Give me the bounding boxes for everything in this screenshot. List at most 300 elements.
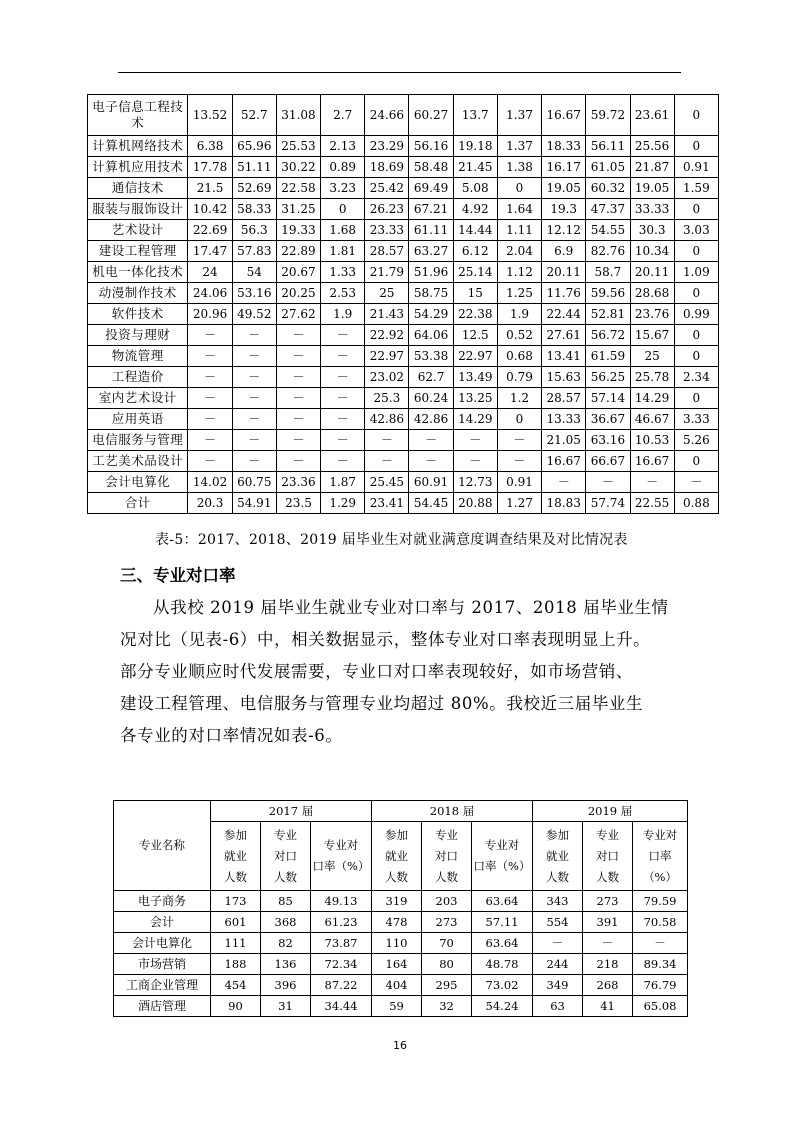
table-row (88, 388, 719, 409)
value-cell: 23.02 (365, 367, 409, 388)
major-name-cell: 会计电算化 (88, 472, 188, 493)
value-cell: 52.81 (586, 304, 630, 325)
value-cell: 0 (674, 241, 718, 262)
value-cell: 24.06 (188, 283, 232, 304)
value-cell: 53.38 (409, 346, 453, 367)
table-row (114, 891, 688, 912)
table-row (114, 975, 688, 996)
value-cell: 31.25 (276, 199, 320, 220)
value-cell: 20.3 (188, 493, 232, 514)
value-cell: 48.78 (472, 954, 533, 975)
value-cell: 21.05 (542, 430, 586, 451)
value-cell: 13.52 (188, 95, 232, 136)
value-cell: 22.89 (276, 241, 320, 262)
major-name-cell: 艺术设计 (88, 220, 188, 241)
value-cell: 23.61 (630, 95, 674, 136)
value-cell: － (276, 430, 320, 451)
value-cell: 61.05 (586, 157, 630, 178)
table-row (114, 912, 688, 933)
value-cell: 60.24 (409, 388, 453, 409)
value-cell: － (276, 451, 320, 472)
value-cell: 20.67 (276, 262, 320, 283)
value-cell: 2.04 (497, 241, 541, 262)
major-name-cell: 服装与服饰设计 (88, 199, 188, 220)
value-cell: 23.41 (365, 493, 409, 514)
value-cell: 0 (674, 136, 718, 157)
value-cell: 80 (422, 954, 472, 975)
value-cell: 22.92 (365, 325, 409, 346)
value-cell: 295 (422, 975, 472, 996)
value-cell: 1.12 (497, 262, 541, 283)
value-cell: 69.49 (409, 178, 453, 199)
major-name-cell: 会计电算化 (114, 933, 211, 954)
value-cell: 60.27 (409, 95, 453, 136)
table-row (88, 220, 719, 241)
value-cell: 6.38 (188, 136, 232, 157)
value-cell: 0 (674, 95, 718, 136)
value-cell: 0 (674, 388, 718, 409)
value-cell: 13.25 (453, 388, 497, 409)
value-cell: 454 (211, 975, 261, 996)
value-cell: 24 (188, 262, 232, 283)
value-cell: 34.44 (311, 996, 372, 1017)
value-cell: 42.86 (409, 409, 453, 430)
value-cell: 1.33 (321, 262, 365, 283)
match-rate-table (113, 800, 688, 1017)
value-cell: 32 (422, 996, 472, 1017)
major-name-cell: 酒店管理 (114, 996, 211, 1017)
value-cell: 1.11 (497, 220, 541, 241)
value-cell: 63.16 (586, 430, 630, 451)
value-cell: 19.05 (542, 178, 586, 199)
sub-header: 专业对 口率 （%） (633, 822, 688, 891)
sub-header: 专业 对口 人数 (583, 822, 633, 891)
value-cell: 27.62 (276, 304, 320, 325)
value-cell: 16.67 (630, 451, 674, 472)
value-cell: 57.14 (586, 388, 630, 409)
value-cell: 30.22 (276, 157, 320, 178)
value-cell: － (188, 388, 232, 409)
value-cell: 52.7 (232, 95, 276, 136)
value-cell: 22.55 (630, 493, 674, 514)
value-cell: 25.56 (630, 136, 674, 157)
value-cell: 188 (211, 954, 261, 975)
value-cell: 21.45 (453, 157, 497, 178)
paragraph-line: 建设工程管理、电信服务与管理专业均超过 80%。我校近三届毕业生 (120, 694, 644, 713)
value-cell: － (232, 346, 276, 367)
value-cell: 164 (372, 954, 422, 975)
table-row (88, 325, 719, 346)
value-cell: 67.21 (409, 199, 453, 220)
year-header: 2019 届 (533, 801, 688, 822)
value-cell: 24.66 (365, 95, 409, 136)
value-cell: 57.11 (472, 912, 533, 933)
major-name-cell: 动漫制作技术 (88, 283, 188, 304)
value-cell: 22.58 (276, 178, 320, 199)
value-cell: 1.2 (497, 388, 541, 409)
value-cell: 218 (583, 954, 633, 975)
value-cell: － (232, 388, 276, 409)
value-cell: 28.57 (542, 388, 586, 409)
sub-header: 专业对 口率（%） (472, 822, 533, 891)
major-name-cell: 通信技术 (88, 178, 188, 199)
value-cell: 20.88 (453, 493, 497, 514)
table5-caption: 表-5：2017、2018、2019 届毕业生对就业满意度调查结果及对比情况表 (155, 532, 628, 548)
value-cell: 0.91 (674, 157, 718, 178)
value-cell: 0.52 (497, 325, 541, 346)
value-cell: 554 (533, 912, 583, 933)
value-cell: 2.53 (321, 283, 365, 304)
value-cell: 22.97 (365, 346, 409, 367)
value-cell: 54.91 (232, 493, 276, 514)
value-cell: 54.24 (472, 996, 533, 1017)
value-cell: 0.91 (497, 472, 541, 493)
value-cell: 18.69 (365, 157, 409, 178)
value-cell: 61.23 (311, 912, 372, 933)
table-row (88, 346, 719, 367)
value-cell: － (232, 367, 276, 388)
table-row (88, 493, 719, 514)
table-row (88, 451, 719, 472)
value-cell: － (586, 472, 630, 493)
section-title: 三、专业对口率 (120, 566, 236, 585)
value-cell: 2.13 (321, 136, 365, 157)
value-cell: － (232, 409, 276, 430)
value-cell: － (453, 451, 497, 472)
table-row (88, 95, 719, 136)
value-cell: － (188, 367, 232, 388)
value-cell: － (321, 367, 365, 388)
value-cell: 25.42 (365, 178, 409, 199)
value-cell: 60.32 (586, 178, 630, 199)
value-cell: － (276, 346, 320, 367)
value-cell: － (232, 325, 276, 346)
major-name-cell: 应用英语 (88, 409, 188, 430)
value-cell: 19.18 (453, 136, 497, 157)
value-cell: 18.33 (542, 136, 586, 157)
value-cell: 82.76 (586, 241, 630, 262)
value-cell: 0 (674, 283, 718, 304)
value-cell: － (321, 325, 365, 346)
table-row (88, 283, 719, 304)
value-cell: 16.17 (542, 157, 586, 178)
value-cell: － (321, 388, 365, 409)
value-cell: 13.33 (542, 409, 586, 430)
value-cell: 1.37 (497, 136, 541, 157)
value-cell: 19.05 (630, 178, 674, 199)
value-cell: － (633, 933, 688, 954)
value-cell: 66.67 (586, 451, 630, 472)
value-cell: 31 (261, 996, 311, 1017)
value-cell: － (321, 346, 365, 367)
value-cell: 319 (372, 891, 422, 912)
value-cell: 54.55 (586, 220, 630, 241)
value-cell: － (365, 451, 409, 472)
value-cell: 23.29 (365, 136, 409, 157)
sub-header: 专业 对口 人数 (261, 822, 311, 891)
value-cell: － (188, 409, 232, 430)
value-cell: 56.16 (409, 136, 453, 157)
value-cell: 79.59 (633, 891, 688, 912)
value-cell: 17.78 (188, 157, 232, 178)
value-cell: 268 (583, 975, 633, 996)
value-cell: 1.25 (497, 283, 541, 304)
value-cell: 273 (583, 891, 633, 912)
paragraph-line: 况对比（见表-6）中，相关数据显示，整体专业对口率表现明显上升。 (120, 630, 651, 649)
value-cell: 64.06 (409, 325, 453, 346)
value-cell: 76.79 (633, 975, 688, 996)
value-cell: － (321, 451, 365, 472)
value-cell: 22.44 (542, 304, 586, 325)
value-cell: 89.34 (633, 954, 688, 975)
major-name-cell: 合计 (88, 493, 188, 514)
value-cell: 244 (533, 954, 583, 975)
major-name-cell: 室内艺术设计 (88, 388, 188, 409)
table-row (88, 409, 719, 430)
table-row (114, 996, 688, 1017)
value-cell: － (232, 451, 276, 472)
value-cell: 10.42 (188, 199, 232, 220)
value-cell: 10.34 (630, 241, 674, 262)
value-cell: 65.08 (633, 996, 688, 1017)
year-header: 2017 届 (211, 801, 372, 822)
value-cell: 16.67 (542, 95, 586, 136)
value-cell: 54 (232, 262, 276, 283)
value-cell: 60.91 (409, 472, 453, 493)
value-cell: － (409, 430, 453, 451)
value-cell: 5.08 (453, 178, 497, 199)
value-cell: 11.76 (542, 283, 586, 304)
value-cell: 15.67 (630, 325, 674, 346)
value-cell: 1.37 (497, 95, 541, 136)
value-cell: 2.7 (321, 95, 365, 136)
section-paragraph (120, 592, 694, 752)
table-row (88, 262, 719, 283)
value-cell: 1.9 (497, 304, 541, 325)
value-cell: － (630, 472, 674, 493)
value-cell: － (188, 346, 232, 367)
value-cell: 60.75 (232, 472, 276, 493)
value-cell: 18.83 (542, 493, 586, 514)
table-row (88, 178, 719, 199)
value-cell: － (276, 367, 320, 388)
value-cell: 10.53 (630, 430, 674, 451)
value-cell: 61.59 (586, 346, 630, 367)
value-cell: 58.75 (409, 283, 453, 304)
value-cell: 62.7 (409, 367, 453, 388)
header-rule (118, 72, 681, 73)
value-cell: － (409, 451, 453, 472)
value-cell: － (188, 430, 232, 451)
name-header: 专业名称 (114, 801, 211, 891)
value-cell: 73.02 (472, 975, 533, 996)
major-name-cell: 工程造价 (88, 367, 188, 388)
value-cell: － (497, 430, 541, 451)
value-cell: 21.5 (188, 178, 232, 199)
value-cell: 22.69 (188, 220, 232, 241)
sub-header: 专业对 口率（%） (311, 822, 372, 891)
value-cell: 54.29 (409, 304, 453, 325)
major-name-cell: 工商企业管理 (114, 975, 211, 996)
value-cell: 404 (372, 975, 422, 996)
page-number: 16 (393, 1039, 407, 1052)
year-header-row (114, 801, 688, 822)
major-name-cell: 电子信息工程技术 (88, 95, 188, 136)
value-cell: 0 (674, 346, 718, 367)
value-cell: － (497, 451, 541, 472)
year-header: 2018 届 (372, 801, 533, 822)
major-name-cell: 建设工程管理 (88, 241, 188, 262)
value-cell: 25.14 (453, 262, 497, 283)
value-cell: 0 (674, 325, 718, 346)
value-cell: 33.33 (630, 199, 674, 220)
value-cell: 51.11 (232, 157, 276, 178)
value-cell: 203 (422, 891, 472, 912)
value-cell: 0 (497, 409, 541, 430)
value-cell: 173 (211, 891, 261, 912)
value-cell: 0.79 (497, 367, 541, 388)
major-name-cell: 会计 (114, 912, 211, 933)
value-cell: 73.87 (311, 933, 372, 954)
value-cell: 16.67 (542, 451, 586, 472)
value-cell: 14.29 (630, 388, 674, 409)
value-cell: 42.86 (365, 409, 409, 430)
value-cell: 87.22 (311, 975, 372, 996)
value-cell: 23.33 (365, 220, 409, 241)
value-cell: － (453, 430, 497, 451)
value-cell: 0.68 (497, 346, 541, 367)
table-row (88, 304, 719, 325)
value-cell: 36.67 (586, 409, 630, 430)
value-cell: 13.49 (453, 367, 497, 388)
value-cell: 20.25 (276, 283, 320, 304)
value-cell: 57.83 (232, 241, 276, 262)
table-row (88, 136, 719, 157)
sub-header: 参加 就业 人数 (211, 822, 261, 891)
value-cell: 90 (211, 996, 261, 1017)
value-cell: 56.11 (586, 136, 630, 157)
value-cell: 0.89 (321, 157, 365, 178)
value-cell: 49.13 (311, 891, 372, 912)
value-cell: 1.64 (497, 199, 541, 220)
value-cell: 63.64 (472, 933, 533, 954)
value-cell: 25.53 (276, 136, 320, 157)
value-cell: 1.29 (321, 493, 365, 514)
value-cell: 12.12 (542, 220, 586, 241)
value-cell: 19.3 (542, 199, 586, 220)
value-cell: 46.67 (630, 409, 674, 430)
value-cell: 56.25 (586, 367, 630, 388)
paragraph-line: 部分专业顺应时代发展需要，专业口对口率表现较好，如市场营销、 (120, 662, 633, 681)
value-cell: － (321, 409, 365, 430)
value-cell: 27.61 (542, 325, 586, 346)
value-cell: － (533, 933, 583, 954)
sub-header: 参加 就业 人数 (372, 822, 422, 891)
major-name-cell: 电子商务 (114, 891, 211, 912)
value-cell: 368 (261, 912, 311, 933)
value-cell: 58.7 (586, 262, 630, 283)
table-row (114, 933, 688, 954)
major-name-cell: 投资与理财 (88, 325, 188, 346)
table-row (88, 430, 719, 451)
value-cell: 22.38 (453, 304, 497, 325)
value-cell: － (276, 409, 320, 430)
table-row (88, 199, 719, 220)
sub-header: 参加 就业 人数 (533, 822, 583, 891)
value-cell: 25.45 (365, 472, 409, 493)
value-cell: 13.41 (542, 346, 586, 367)
value-cell: 136 (261, 954, 311, 975)
value-cell: 28.57 (365, 241, 409, 262)
value-cell: 6.12 (453, 241, 497, 262)
value-cell: － (188, 451, 232, 472)
value-cell: 23.5 (276, 493, 320, 514)
value-cell: 57.74 (586, 493, 630, 514)
value-cell: 21.79 (365, 262, 409, 283)
value-cell: 56.72 (586, 325, 630, 346)
value-cell: 28.68 (630, 283, 674, 304)
table-row (88, 241, 719, 262)
table-row (88, 472, 719, 493)
value-cell: 0 (497, 178, 541, 199)
value-cell: － (188, 325, 232, 346)
value-cell: 4.92 (453, 199, 497, 220)
value-cell: 0 (674, 451, 718, 472)
value-cell: 25.78 (630, 367, 674, 388)
value-cell: 3.33 (674, 409, 718, 430)
value-cell: － (232, 430, 276, 451)
sub-header: 专业 对口 人数 (422, 822, 472, 891)
value-cell: 63.64 (472, 891, 533, 912)
value-cell: 47.37 (586, 199, 630, 220)
value-cell: 22.97 (453, 346, 497, 367)
major-name-cell: 市场营销 (114, 954, 211, 975)
value-cell: 343 (533, 891, 583, 912)
value-cell: 21.43 (365, 304, 409, 325)
major-name-cell: 工艺美术品设计 (88, 451, 188, 472)
value-cell: 12.5 (453, 325, 497, 346)
value-cell: 20.11 (630, 262, 674, 283)
value-cell: 58.33 (232, 199, 276, 220)
value-cell: 59.56 (586, 283, 630, 304)
value-cell: 72.34 (311, 954, 372, 975)
value-cell: 0 (674, 199, 718, 220)
table-row (114, 954, 688, 975)
value-cell: 15 (453, 283, 497, 304)
value-cell: 70.58 (633, 912, 688, 933)
value-cell: 1.59 (674, 178, 718, 199)
value-cell: 478 (372, 912, 422, 933)
value-cell: 41 (583, 996, 633, 1017)
value-cell: 1.81 (321, 241, 365, 262)
value-cell: 63 (533, 996, 583, 1017)
value-cell: 5.26 (674, 430, 718, 451)
value-cell: － (674, 472, 718, 493)
major-name-cell: 计算机应用技术 (88, 157, 188, 178)
value-cell: 2.34 (674, 367, 718, 388)
value-cell: 6.9 (542, 241, 586, 262)
value-cell: 14.29 (453, 409, 497, 430)
value-cell: 601 (211, 912, 261, 933)
major-name-cell: 软件技术 (88, 304, 188, 325)
value-cell: 0.99 (674, 304, 718, 325)
value-cell: － (276, 388, 320, 409)
value-cell: 53.16 (232, 283, 276, 304)
value-cell: 21.87 (630, 157, 674, 178)
value-cell: 3.23 (321, 178, 365, 199)
value-cell: 110 (372, 933, 422, 954)
table-row (88, 367, 719, 388)
